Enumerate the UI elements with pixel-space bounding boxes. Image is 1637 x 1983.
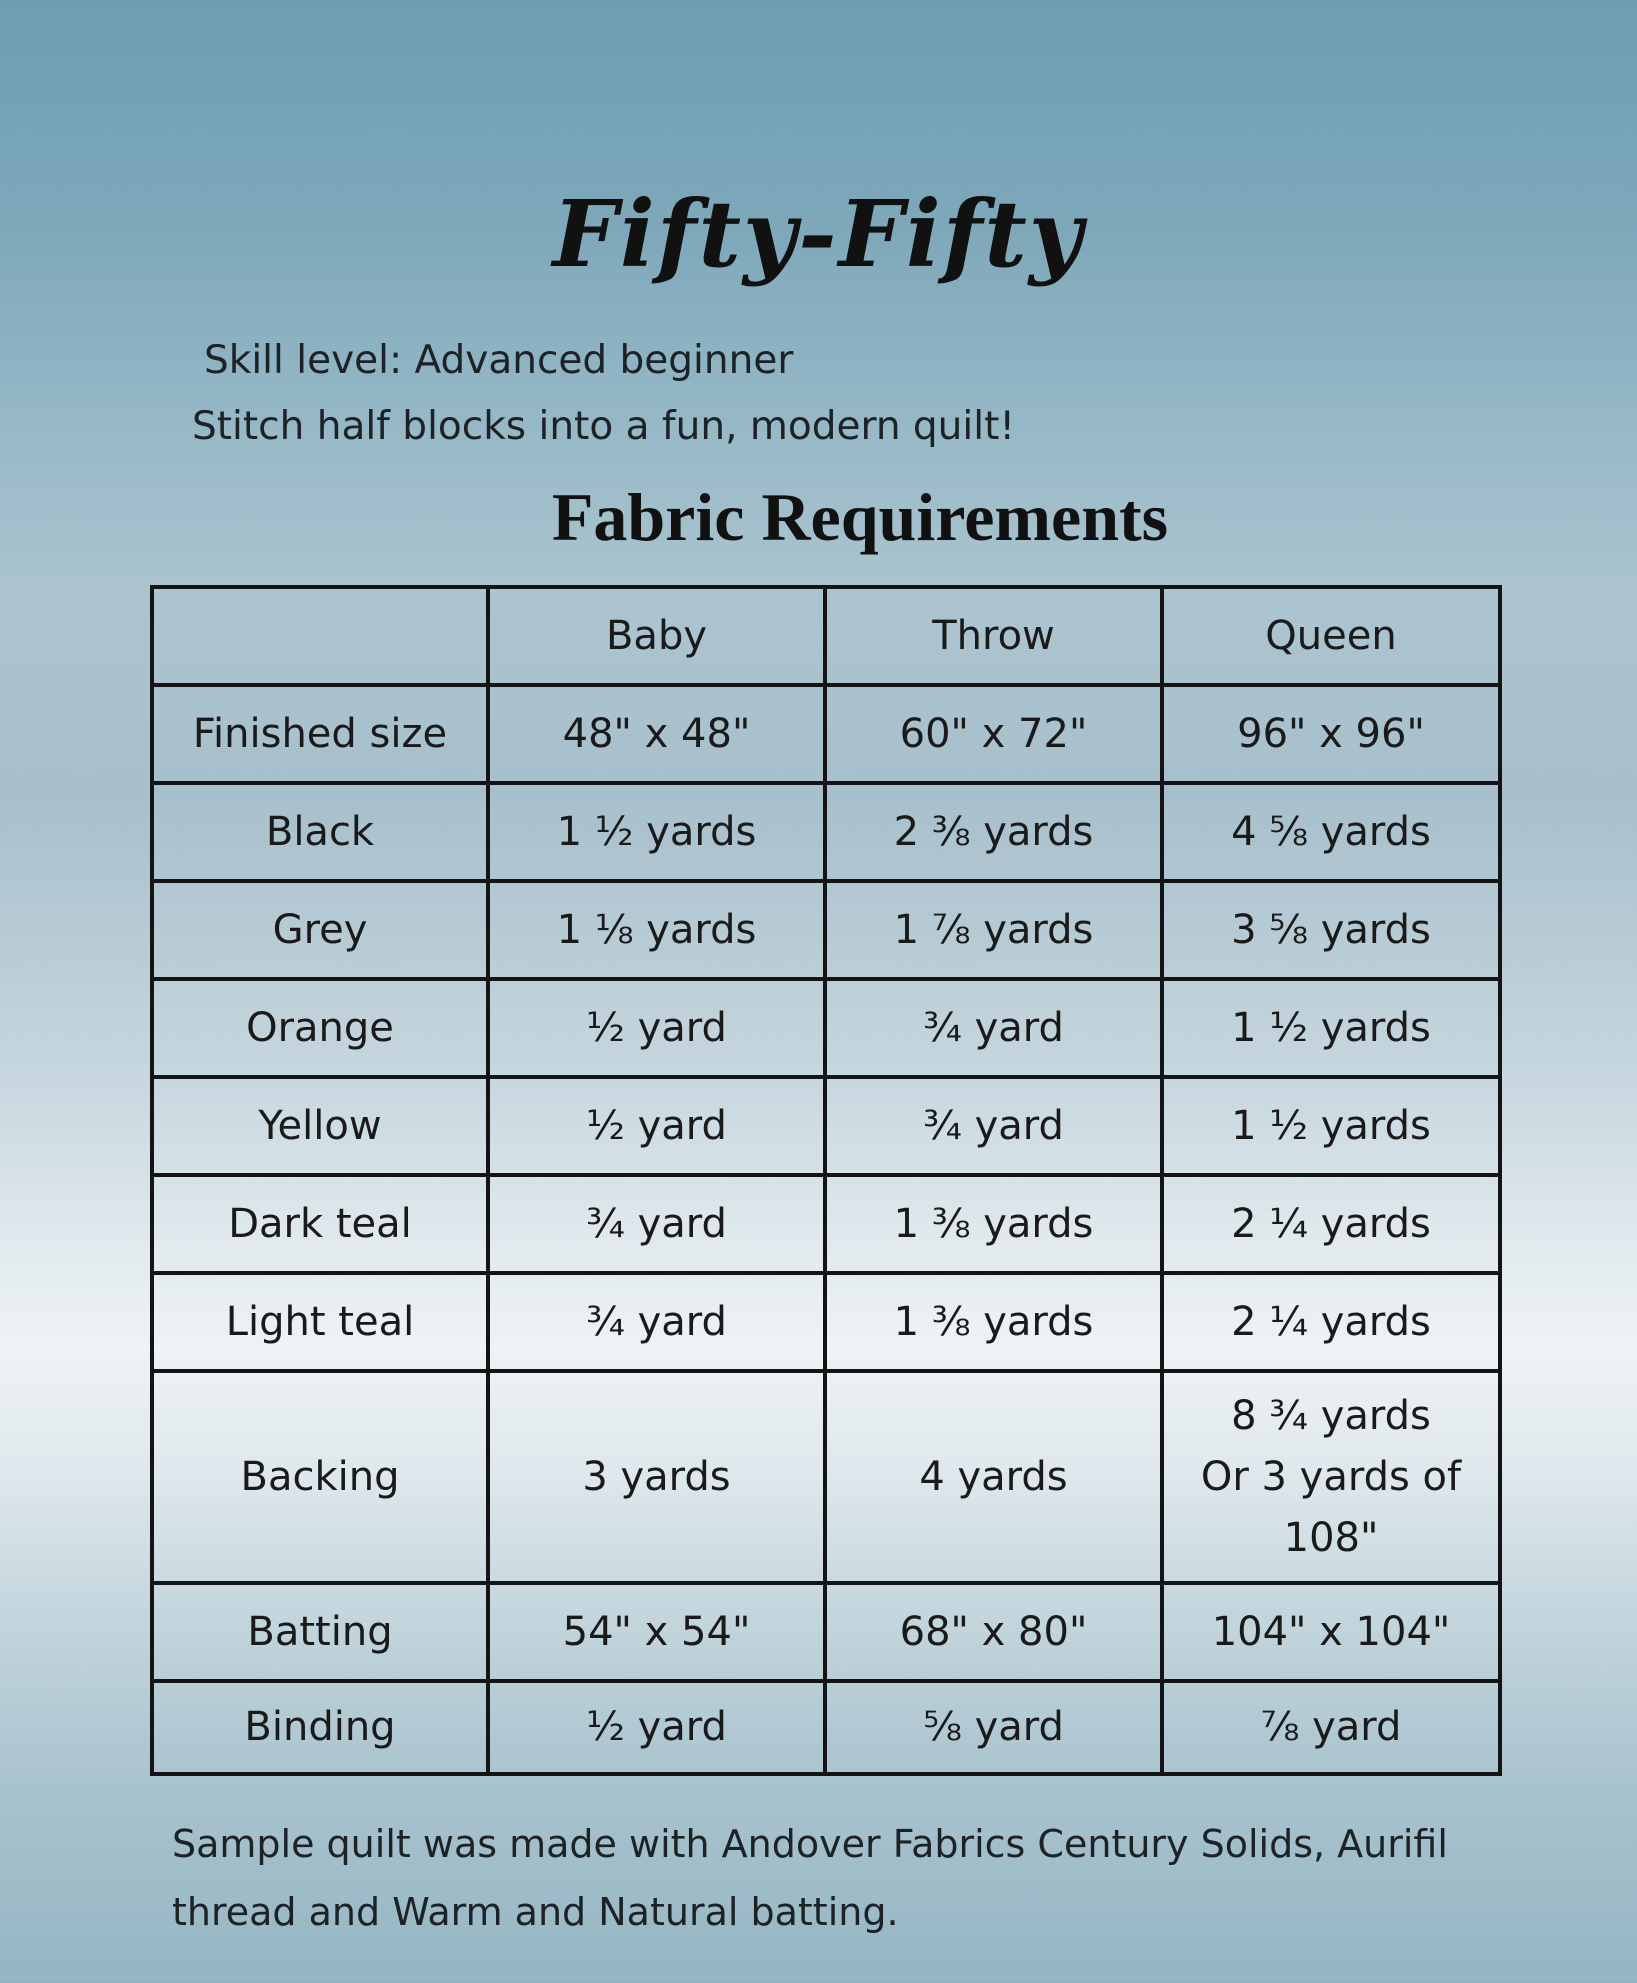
section-title: Fabric Requirements xyxy=(551,479,1169,555)
pattern-title: Fifty-Fifty xyxy=(552,180,1085,288)
table-row xyxy=(152,1175,1500,1273)
table-row xyxy=(152,1681,1500,1774)
table-cell: ½ yard xyxy=(488,1077,825,1175)
table-cell: 4 yards xyxy=(825,1371,1162,1583)
table-cell: 2 ¼ yards xyxy=(1162,1273,1500,1371)
row-label: Dark teal xyxy=(152,1175,488,1273)
header-cell xyxy=(152,587,488,685)
row-label: Batting xyxy=(152,1583,488,1681)
row-label: Finished size xyxy=(152,685,488,783)
header-cell-baby: Baby xyxy=(488,587,825,685)
table-cell: 104" x 104" xyxy=(1162,1583,1500,1681)
table-cell: ⅝ yard xyxy=(825,1681,1162,1774)
table-row xyxy=(152,685,1500,783)
skill-level: Skill level: Advanced beginner xyxy=(204,338,794,383)
table-row xyxy=(152,1371,1500,1583)
table-cell: 48" x 48" xyxy=(488,685,825,783)
table-cell: 1 ½ yards xyxy=(1162,1077,1500,1175)
table-cell: 1 ⅛ yards xyxy=(488,881,825,979)
table-row xyxy=(152,1583,1500,1681)
table-row xyxy=(152,1077,1500,1175)
table-cell: 1 ½ yards xyxy=(1162,979,1500,1077)
table-cell: 96" x 96" xyxy=(1162,685,1500,783)
table-header-row xyxy=(152,587,1500,685)
table-row xyxy=(152,881,1500,979)
table-cell: ½ yard xyxy=(488,1681,825,1774)
table-row xyxy=(152,783,1500,881)
table-row xyxy=(152,979,1500,1077)
header-cell-throw: Throw xyxy=(825,587,1162,685)
table-cell: ¾ yard xyxy=(488,1175,825,1273)
table-cell: 3 ⅝ yards xyxy=(1162,881,1500,979)
row-label: Binding xyxy=(152,1681,488,1774)
table-cell: 60" x 72" xyxy=(825,685,1162,783)
fabric-requirements-table xyxy=(150,585,1502,1776)
table-cell: 1 ⅞ yards xyxy=(825,881,1162,979)
table-cell: ¾ yard xyxy=(825,979,1162,1077)
table-cell: 2 ⅜ yards xyxy=(825,783,1162,881)
table-cell: ⅞ yard xyxy=(1162,1681,1500,1774)
table-cell: 54" x 54" xyxy=(488,1583,825,1681)
header-cell-queen: Queen xyxy=(1162,587,1500,685)
footer-note: Sample quilt was made with Andover Fabrics Century Solids, Aurifil thread and Warm and Natural batting. xyxy=(172,1822,1448,1934)
row-label: Yellow xyxy=(152,1077,488,1175)
table-cell: 8 ¾ yards Or 3 yards of 108" xyxy=(1162,1371,1500,1583)
table-cell: 3 yards xyxy=(488,1371,825,1583)
table-cell: 1 ⅜ yards xyxy=(825,1175,1162,1273)
table-cell: ¾ yard xyxy=(488,1273,825,1371)
table-cell: 2 ¼ yards xyxy=(1162,1175,1500,1273)
table-cell: 1 ½ yards xyxy=(488,783,825,881)
table-cell: 1 ⅜ yards xyxy=(825,1273,1162,1371)
table-cell: ¾ yard xyxy=(825,1077,1162,1175)
tagline: Stitch half blocks into a fun, modern quilt! xyxy=(192,404,1015,449)
row-label: Backing xyxy=(152,1371,488,1583)
table-cell: 68" x 80" xyxy=(825,1583,1162,1681)
table-cell: 4 ⅝ yards xyxy=(1162,783,1500,881)
row-label: Light teal xyxy=(152,1273,488,1371)
row-label: Black xyxy=(152,783,488,881)
table-row xyxy=(152,1273,1500,1371)
row-label: Grey xyxy=(152,881,488,979)
table-cell: ½ yard xyxy=(488,979,825,1077)
row-label: Orange xyxy=(152,979,488,1077)
